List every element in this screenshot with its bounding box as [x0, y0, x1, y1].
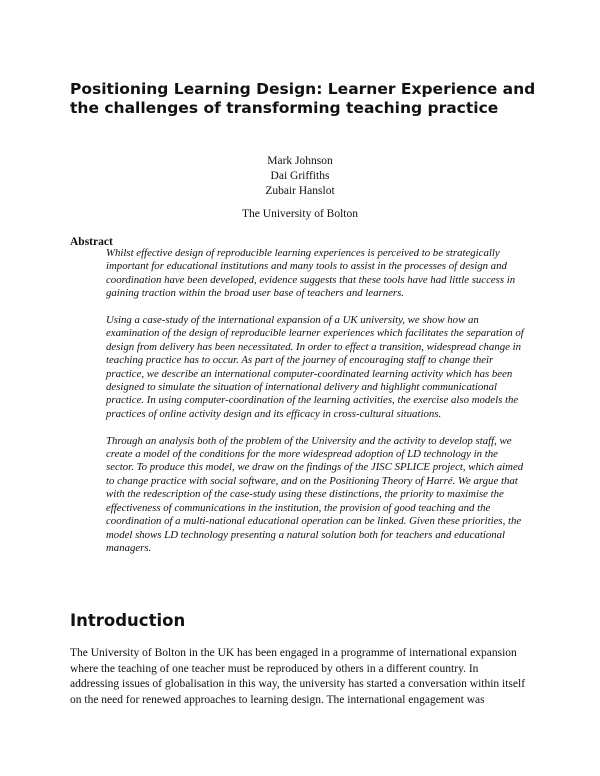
affiliation: The University of Bolton [242, 208, 358, 220]
paper-title: Positioning Learning Design: Learner Experience and the challenges of transforming teaching practice [70, 80, 536, 117]
abstract-body [106, 247, 526, 569]
abstract-paragraph: Through an analysis both of the problem of the University and the activity to develop staff, we create a model of the conditions for the more widespread adoption of LD technology in the sector. To produce this model, we draw on the findings of the JISC SPLICE project, which aimed to change practice with social software, and on the Positioning Theory of Harré. We argue that with the redescription of the case-study using these distinctions, the priority to maximise the effectiveness of communications in the institution, the provision of good teaching and the coordination of a multi-national educational operation can be linked. Given these priorities, the model shows LD technology presenting a natural solution both for teachers and educational managers. [106, 434, 524, 554]
author-list [0, 154, 600, 199]
author-name: Dai Griffiths [270, 170, 330, 182]
section-heading-introduction: Introduction [70, 611, 186, 630]
abstract-paragraph: Using a case-study of the international expansion of a UK university, we show how an examination of the design of reproducible learner experiences which facilitates the separation of design from delivery has been necessitated. In order to effect a transition, widespread change in teaching practice has to occur. As part of the journey of encouraging staff to change their practice, we describe an international computer-coordinated learning activity which has been designed to simulate the situation of international delivery and highlight communicational practice. In using computer-coordination of the learning activities, the exercise also models the practices of online activity design and its efficacy in cross-cultural situations. [106, 314, 524, 420]
author-name: Zubair Hanslot [265, 185, 335, 197]
abstract-heading: Abstract [70, 236, 113, 248]
author-name: Mark Johnson [267, 155, 333, 167]
abstract-paragraph: Whilst effective design of reproducible learning experiences is perceived to be strategically important for educational institutions and many tools to assist in the processes of design and coordination have been developed, evidence suggests that these tools have had little success in gaining traction within the broad user base of teachers and learners. [106, 247, 516, 300]
body-paragraph: The University of Bolton in the UK has been engaged in a programme of international expansion where the teaching of one teacher must be reproduced by others in a different country. In addressing issues of globalisation in this way, the university has started a conversation within itself on the need for renewed approaches to learning design. The international engagement was [70, 647, 526, 706]
